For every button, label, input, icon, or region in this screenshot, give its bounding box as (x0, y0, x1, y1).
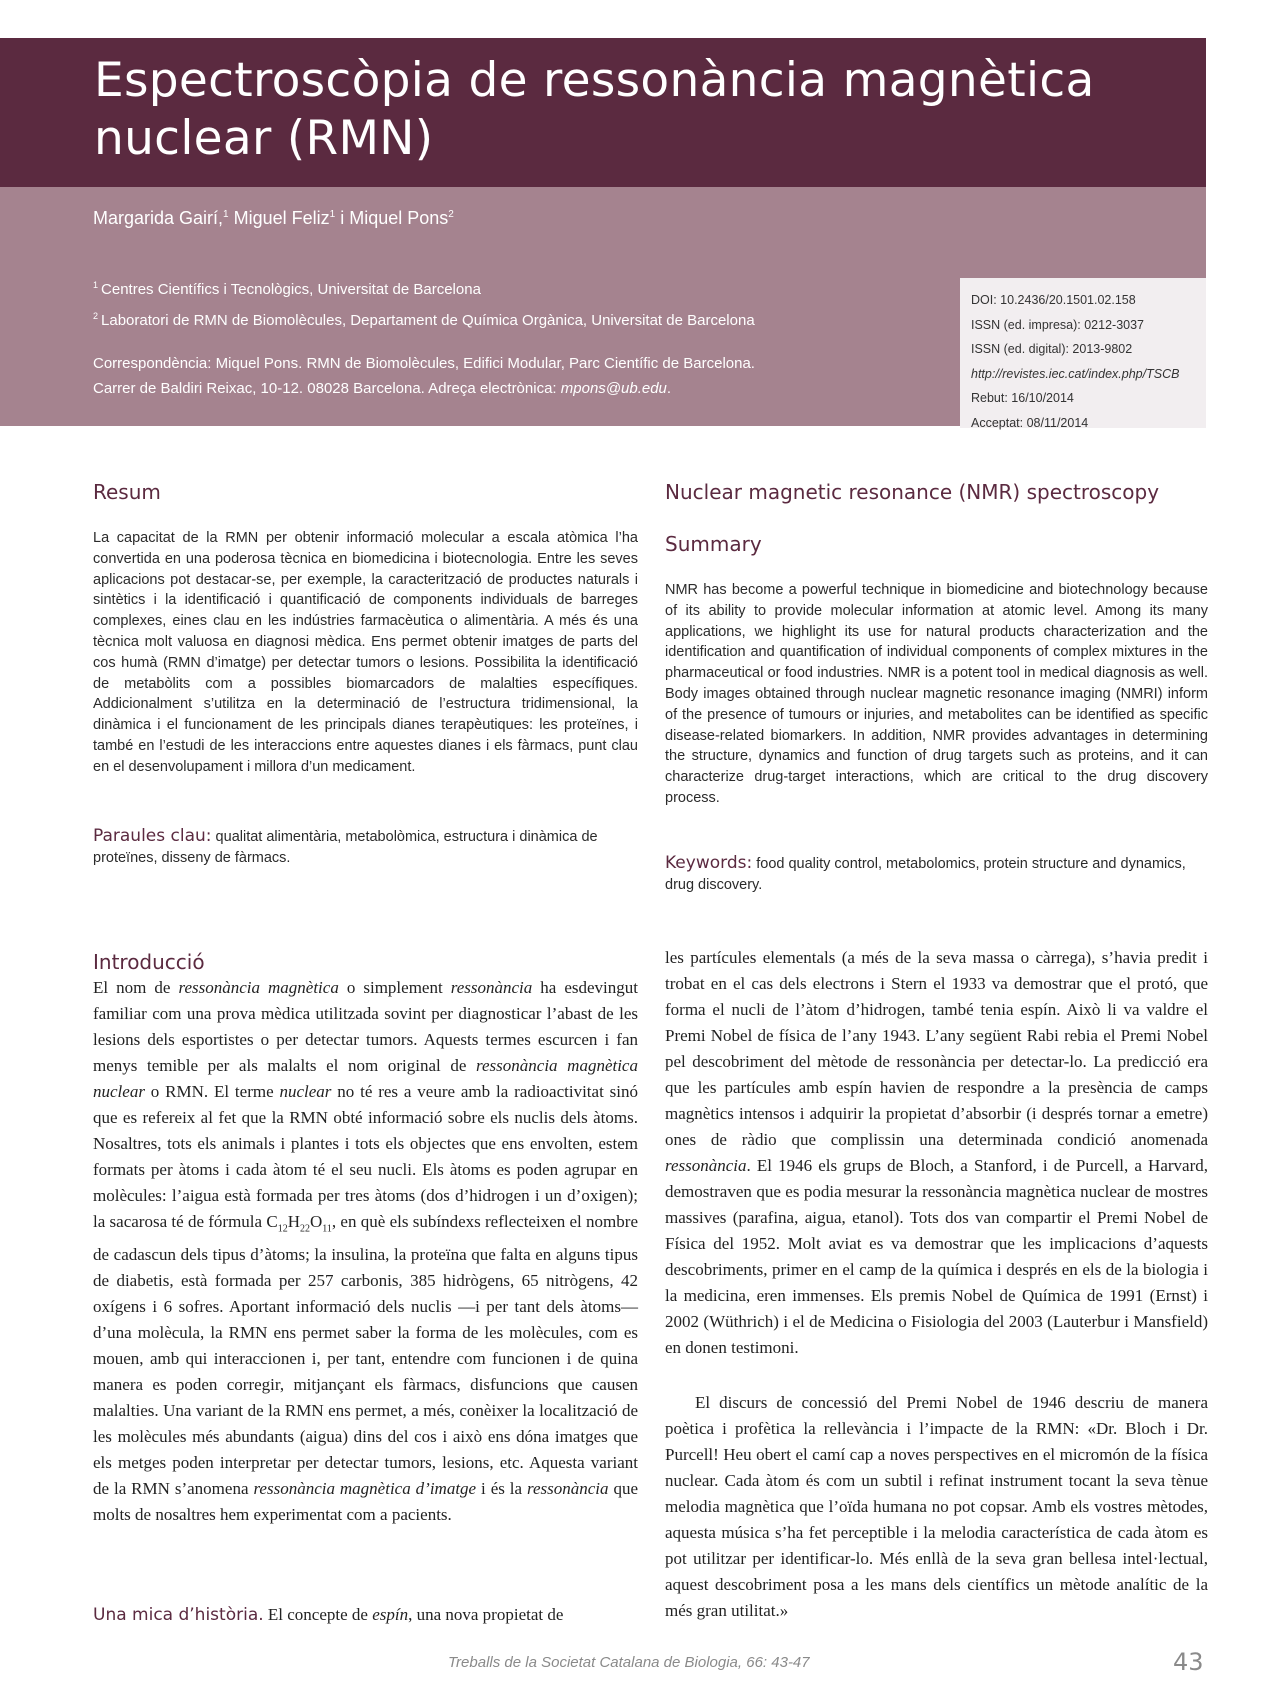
correspondence-line-2: Carrer de Baldiri Reixac, 10-12. 08028 Barcelona. Adreça electrònica: mpons@ub.edu. (93, 380, 672, 397)
author-list (93, 208, 454, 229)
author-name: Miguel Feliz (228, 208, 330, 228)
resum-keywords (93, 826, 638, 869)
summary-text: NMR has become a powerful technique in biomedicine and biotechnology because of its ability to provide molecular information at atomic level. Among its many applications, we highlight its use for natural products characterization and the identification and quantification of individual components of complex mixtures in the pharmaceutical or food industries. NMR is a potent tool in medical diagnosis as well. Body images obtained through nuclear magnetic resonance imaging (NMRI) inform of the presence of tumours or injuries, and metabolites can be identified as specific disease-related biomarkers. In addition, NMR provides advantages in determining the structure, dynamics and function of drug targets such as proteins, and it can characterize drug-target interactions, which are critical to the drug discovery process. (665, 582, 1208, 806)
history-paragraph-start: Una mica d’història. El concepte de espín, una nova propietat de (93, 1605, 564, 1625)
affiliation-1: $^1$ Centres Científics i Tecnològics, Universitat de Barcelona (93, 280, 481, 298)
email-link[interactable]: mpons@ub.edu (560, 380, 667, 397)
author-affil-mark: 1 (329, 209, 336, 220)
issn-print: ISSN (ed. impresa): 0212-3037 (971, 317, 1145, 332)
journal-url-link[interactable]: http://revistes.iec.cat/index.php/TSCB (971, 366, 1180, 381)
affiliations (93, 272, 755, 334)
title-line-2: nuclear (RMN) (94, 111, 434, 166)
article-title (94, 52, 1206, 168)
summary-keywords (665, 853, 1208, 896)
title-line-1: Espectroscòpia de ressonància magnètica (94, 53, 1095, 108)
nobel-speech-paragraph: El discurs de concessió del Premi Nobel de 1946 descriu de manera poètica i profètica la rellevància i l’impacte de la RMN: «Dr. Bloch i Dr. Purcell! Heu obert el camí cap a noves perspectives en el micromón de la física nuclear. Cada àtom és com un subtil i refinat instrument tocant la seva tènue melodia magnètica que l’oïda humana no pot copsar. Amb els vostres mètodes, aquesta música s’ha fet perceptible i la melodia característica de cada àtom es pot utilitzar per identificar-lo. Més enllà de la seva gran bellesa intel·lectual, aquest descobriment posa a les mans dels científics un mètode analític de la més gran utilitat.» (665, 1393, 1208, 1620)
correspondence (93, 351, 755, 401)
page-number: 43 (1173, 1648, 1204, 1676)
publication-info-box (960, 278, 1206, 428)
title-band (0, 38, 1206, 187)
affiliation-2: $^2$ Laboratori de RMN de Biomolècules, Departament de Química Orgànica, Universitat de Barcelona (93, 311, 755, 329)
author-name: i Miquel Pons (335, 208, 449, 228)
keywords-text: food quality control, metabolomics, protein structure and dynamics, drug discovery. (665, 856, 1186, 893)
doi: DOI: 10.2436/20.1501.02.158 (971, 293, 1136, 307)
correspondence-line-1: Correspondència: Miquel Pons. RMN de Biomolècules, Edifici Modular, Parc Científic de Barcelona. (93, 355, 755, 372)
author-affil-mark: 2 (448, 209, 454, 220)
keywords-label: Keywords: (665, 853, 753, 873)
journal-citation: Treballs de la Societat Catalana de Biologia, 66: 43-47 (448, 1654, 810, 1671)
issn-digital: ISSN (ed. digital): 2013-9802 (971, 342, 1133, 357)
keywords-label: Paraules clau: (93, 826, 212, 846)
accepted-date: Acceptat: 08/11/2014 (971, 415, 1089, 430)
author-name: Margarida Gairí, (93, 208, 224, 228)
resum-text: La capacitat de la RMN per obtenir informació molecular a escala atòmica l’ha convertida en una poderosa tècnica en biomedicina i biotecnologia. Entre les seves aplicacions pot destacar-se, per exemple, la caracterització de productes naturals i sintètics i la identificació i quantificació de components individuals de barreges complexes, eines clau en les indústries farmacèutica o alimentària. A més és una tècnica molt valuosa en diagnosi mèdica. Ens permet obtenir imatges de parts del cos humà (RMN d’imatge) per detectar tumors o lesions. Possibilita la identificació de metabòlits com a possibles biomarcadors de malalties específiques. Addicionalment s’utilitza en la determinació de l’estructura tridimensional, la dinàmica i el funcionament de les principals dianes terapèutiques: les proteïnes, i també en l’estudi de les interaccions entre aquestes dianes i els fàrmacs, punt clau en el desenvolupament i millora d’un medicament. (93, 530, 638, 775)
author-affil-mark: 1 (223, 209, 229, 220)
history-runin-heading: Una mica d’història. (93, 1605, 264, 1625)
intro-heading: Introducció (93, 950, 205, 974)
resum-heading: Resum (93, 480, 161, 504)
english-title: Nuclear magnetic resonance (NMR) spectroscopy (665, 480, 1160, 504)
history-paragraph-continued: les partícules elementals (a més de la seva massa o càrrega), s’havia predit i trobat en el cas dels electrons i Stern el 1933 va demostrar que el protó, que forma el nucli de l’àtom d’hidrogen, també tenia espín. Això li va valdre el Premi Nobel de física de l’any 1943. L’any següent Rabi rebia el Premi Nobel pel descobriment del mètode de ressonància per detectar-lo. La predicció era que les partícules amb espín havien de respondre a la presència de camps magnètics intensos i adquirir la propietat d’absorbir (i després tornar a emetre) ones de ràdio que complissin una determinada condició anomenada ressonància. El 1946 els grups de Bloch, a Stanford, i de Purcell, a Harvard, demostraven que es podia mesurar la ressonància magnètica nuclear de mostres massives (parafina, aigua, etanol). Tots dos van compartir el Premi Nobel de Física del 1952. Molt aviat es va demostrar que les implicacions d’aquests descobriments, primer en el camp de la química i després en els de la biologia i la medicina, eren immenses. Els premis Nobel de Química de 1991 (Ernst) i 2002 (Wüthrich) i el de Medicina o Fisiologia del 2003 (Lauterbur i Mansfield) en donen testimoni. (665, 948, 1208, 1357)
received-date: Rebut: 16/10/2014 (971, 391, 1074, 406)
summary-heading: Summary (665, 532, 762, 556)
keywords-text: qualitat alimentària, metabolòmica, estructura i dinàmica de proteïnes, disseny de fàrmacs. (93, 829, 598, 866)
intro-paragraph: El nom de ressonància magnètica o simplement ressonància ha esdevingut familiar com una prova mèdica utilitzada sovint per diagnosticar l’abast de les lesions dels esportistes o per detectar tumors. Aquests termes escurcen i fan menys temible per als malalts el nom original de ressonància magnètica nuclear o RMN. El terme nuclear no té res a veure amb la radioactivitat sinó que es refereix al fet que la RMN obté informació sobre els nuclis dels àtoms. Nosaltres, tots els animals i plantes i tots els objectes que ens envolten, estem formats per àtoms i cada àtom té el seu nucli. Els àtoms es poden agrupar en molècules: l’aigua està formada per tres àtoms (dos d’hidrogen i un d’oxigen); la sacarosa té de fórmula $C_{12}H_{22}O_{11}$, en què els subíndexs reflecteixen el nombre de cadascun dels tipus d’àtoms; la insulina, la proteïna que falta en alguns tipus de diabetis, està formada per 257 carbonis, 385 hidrògens, 65 nitrògens, 42 oxígens i 6 sofres. Aportant informació dels nuclis —i per tant dels àtoms— d’una molècula, la RMN ens permet saber la forma de les molècules, com es mouen, amb qui interaccionen i, per tant, entendre com funcionen i de quina manera es poden corregir, mitjançant els fàrmacs, disfuncions que causen malalties. Una variant de la RMN ens permet, a més, conèixer la localització de les molècules més abundants (aigua) dins del cos i això ens dóna imatges que els metges poden interpretar per detectar tumors, lesions, etc. Aquesta variant de la RMN s’anomena ressonància magnètica d’imatge i és la ressonància que molts de nosaltres hem experimentat com a pacients. (93, 978, 639, 1525)
